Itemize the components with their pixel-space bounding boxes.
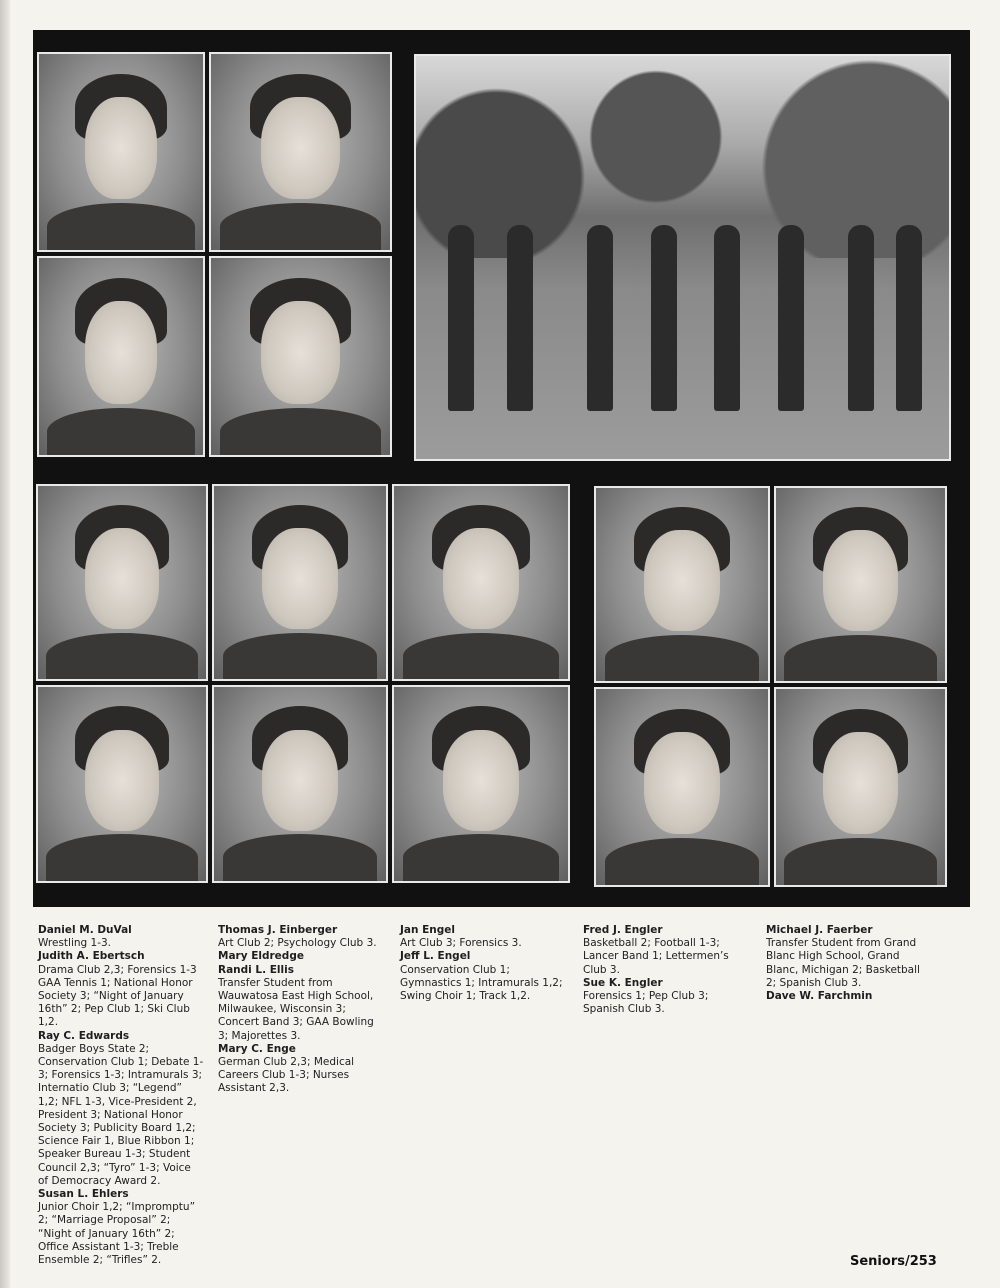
senior-activities: Drama Club 2,3; Forensics 1-3 GAA Tennis 1; National Honor Society 3; “Night of January 16th” 2; Pep Club 1; Ski Club 1,2. — [38, 963, 197, 1029]
portrait-photo — [37, 256, 205, 457]
page-number: Seniors/253 — [850, 1254, 937, 1269]
senior-entry — [400, 924, 565, 950]
senior-entry — [766, 924, 930, 990]
senior-entry — [218, 950, 384, 963]
portrait-photo — [37, 52, 205, 252]
senior-entry — [38, 1030, 204, 1188]
portrait-photo — [594, 486, 770, 683]
senior-activities: Basketball 2; Football 1-3; Lancer Band 1; Lettermen’s Club 3. — [583, 937, 729, 976]
senior-entry — [400, 950, 565, 1003]
portrait-photo — [774, 687, 947, 887]
senior-name: Michael J. Faerber — [766, 924, 873, 936]
senior-activities: Art Club 2; Psychology Club 3. — [218, 937, 377, 950]
senior-entry — [218, 924, 384, 950]
senior-name: Daniel M. DuVal — [38, 924, 132, 936]
senior-activities: Conservation Club 1; Gymnastics 1; Intramurals 1,2; Swing Choir 1; Track 1,2. — [400, 963, 563, 1003]
portrait-photo — [392, 685, 570, 883]
senior-name: Sue K. Engler — [583, 976, 663, 989]
senior-name: Susan L. Ehlers — [38, 1188, 129, 1201]
caption-column — [766, 924, 930, 1003]
caption-column — [38, 924, 204, 1267]
portrait-photo — [209, 52, 392, 252]
caption-column — [400, 924, 565, 1003]
senior-entry — [38, 1188, 204, 1267]
senior-activities: Forensics 1; Pep Club 3; Spanish Club 3. — [583, 990, 709, 1016]
portrait-photo — [392, 484, 570, 681]
portrait-photo — [594, 687, 770, 887]
senior-entry — [38, 950, 204, 1029]
senior-name: Randi L. Ellis — [218, 963, 294, 976]
senior-name: Mary Eldredge — [218, 950, 304, 963]
senior-activities: Transfer Student from Wauwatosa East High School, Milwaukee, Wisconsin 3; Concert Band 3; GAA Bowling 3; Majorettes 3. — [218, 976, 374, 1042]
senior-entry — [218, 964, 384, 1043]
senior-name: Judith A. Ebertsch — [38, 950, 145, 963]
senior-name: Dave W. Farchmin — [766, 990, 873, 1003]
senior-entry — [583, 977, 748, 1017]
senior-name: Fred J. Engler — [583, 924, 663, 936]
senior-name: Ray C. Edwards — [38, 1029, 130, 1042]
caption-column — [218, 924, 384, 1096]
senior-entry — [766, 990, 930, 1003]
portrait-photo — [36, 685, 208, 883]
portrait-photo — [36, 484, 208, 681]
senior-name: Mary C. Enge — [218, 1042, 296, 1055]
senior-activities: Art Club 3; Forensics 3. — [400, 937, 522, 950]
portrait-photo — [774, 486, 947, 683]
portrait-photo — [209, 256, 392, 457]
senior-entry — [218, 1043, 384, 1096]
senior-name: Jeff L. Engel — [400, 950, 471, 963]
senior-activities: German Club 2,3; Medical Careers Club 1-3; Nurses Assistant 2,3. — [218, 1056, 355, 1095]
senior-name: Thomas J. Einberger — [218, 924, 338, 936]
page-binding-edge — [0, 0, 10, 1288]
portrait-photo — [212, 484, 388, 681]
senior-activities: Wrestling 1-3. — [38, 937, 112, 950]
senior-entry — [583, 924, 748, 977]
archery-candid-photo — [414, 54, 951, 461]
senior-activities: Junior Choir 1,2; “Impromptu” 2; “Marriage Proposal” 2; “Night of January 16th” 2; Office Assistant 1-3; Treble Ensemble 2; “Trifles” 2. — [38, 1201, 196, 1267]
senior-entry — [38, 924, 204, 950]
portrait-photo — [212, 685, 388, 883]
caption-column — [583, 924, 748, 1016]
senior-name: Jan Engel — [400, 924, 456, 936]
senior-activities: Badger Boys State 2; Conservation Club 1; Debate 1-3; Forensics 1-3; Intramurals 3; Internatio Club 3; “Legend” 1,2; NFL 1-3, Vice-President 2, President 3; National Honor Society 3; Publicity Board 1,2; Science Fair 1, Blue Ribbon 1; Speaker Bureau 1-3; Student Council 2,3; “Tyro” 1-3; Voice of Democracy Award 2. — [38, 1042, 204, 1187]
senior-activities: Transfer Student from Grand Blanc High School, Grand Blanc, Michigan 2; Basketball 2; Spanish Club 3. — [766, 937, 920, 989]
